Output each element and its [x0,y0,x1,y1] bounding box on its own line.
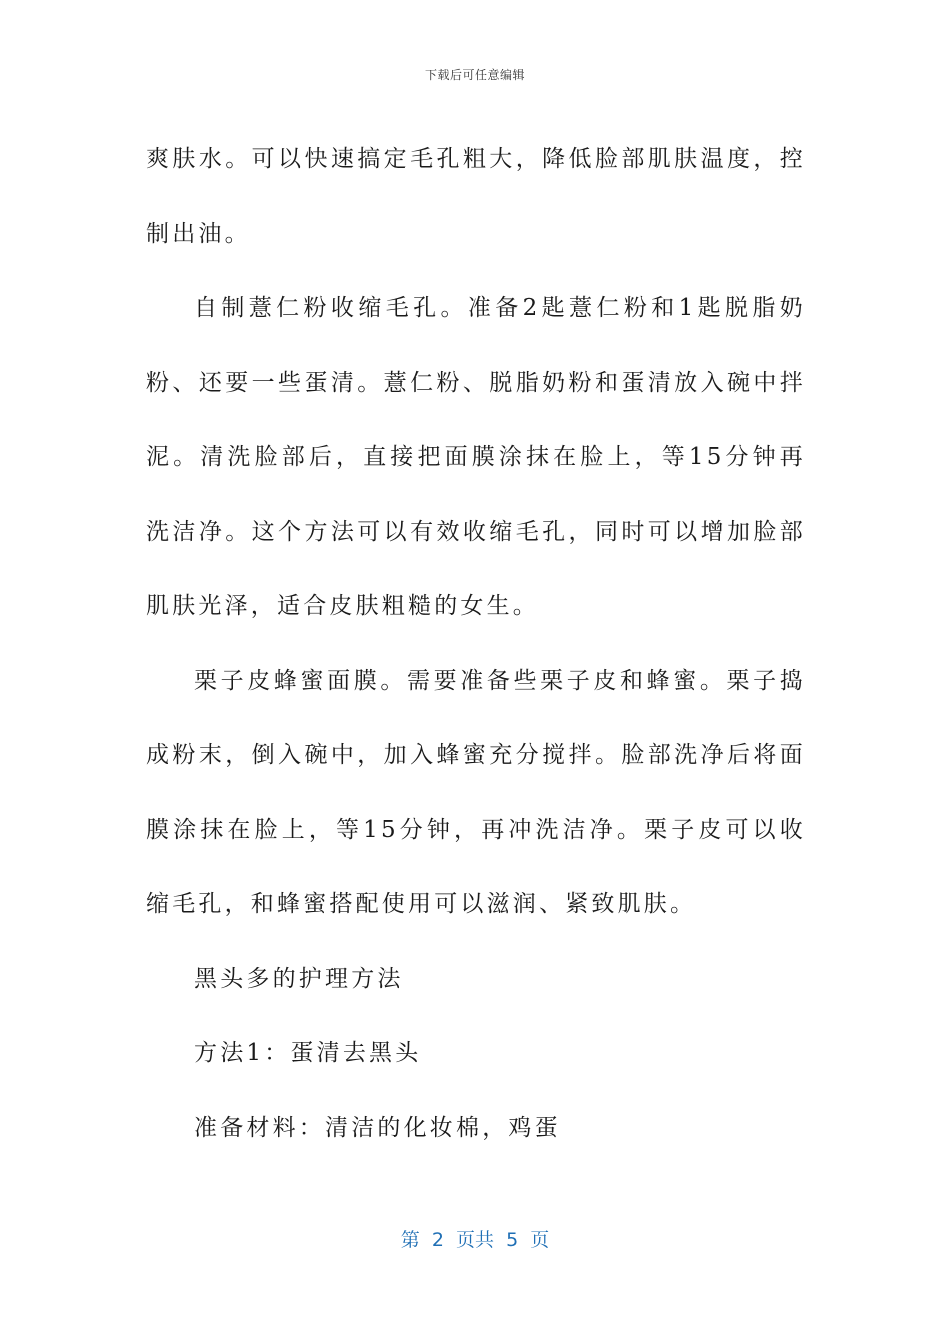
paragraph-1: 爽肤水。可以快速搞定毛孔粗大，降低脸部肌肤温度，控制出油。 [146,146,806,247]
document-body [146,122,806,1165]
paragraph-3: 栗子皮蜂蜜面膜。需要准备些栗子皮和蜂蜜。栗子捣成粉末，倒入碗中，加入蜂蜜充分搅拌。脸部洗净后将面膜涂抹在脸上，等15分钟，再冲洗洁净。栗子皮可以收缩毛孔，和蜂蜜搭配使用可以滋润、紧致肌肤。 [146,667,806,917]
method-1-title: 方法1：蛋清去黑头 [194,1040,422,1066]
paragraph-2: 自制薏仁粉收缩毛孔。准备2匙薏仁粉和1匙脱脂奶粉、还要一些蛋清。薏仁粉、脱脂奶粉和蛋清放入碗中拌泥。清洗脸部后，直接把面膜涂抹在脸上，等15分钟再洗洁净。这个方法可以有效收缩毛孔，同时可以增加脸部肌肤光泽，适合皮肤粗糙的女生。 [146,295,806,619]
page-header: 下载后可任意编辑 [424,68,525,82]
materials-line: 准备材料：清洁的化妆棉，鸡蛋 [194,1114,561,1141]
section-heading-blackheads: 黑头多的护理方法 [194,965,404,992]
page-number-footer: 第 2 页共 5 页 [400,1229,550,1251]
